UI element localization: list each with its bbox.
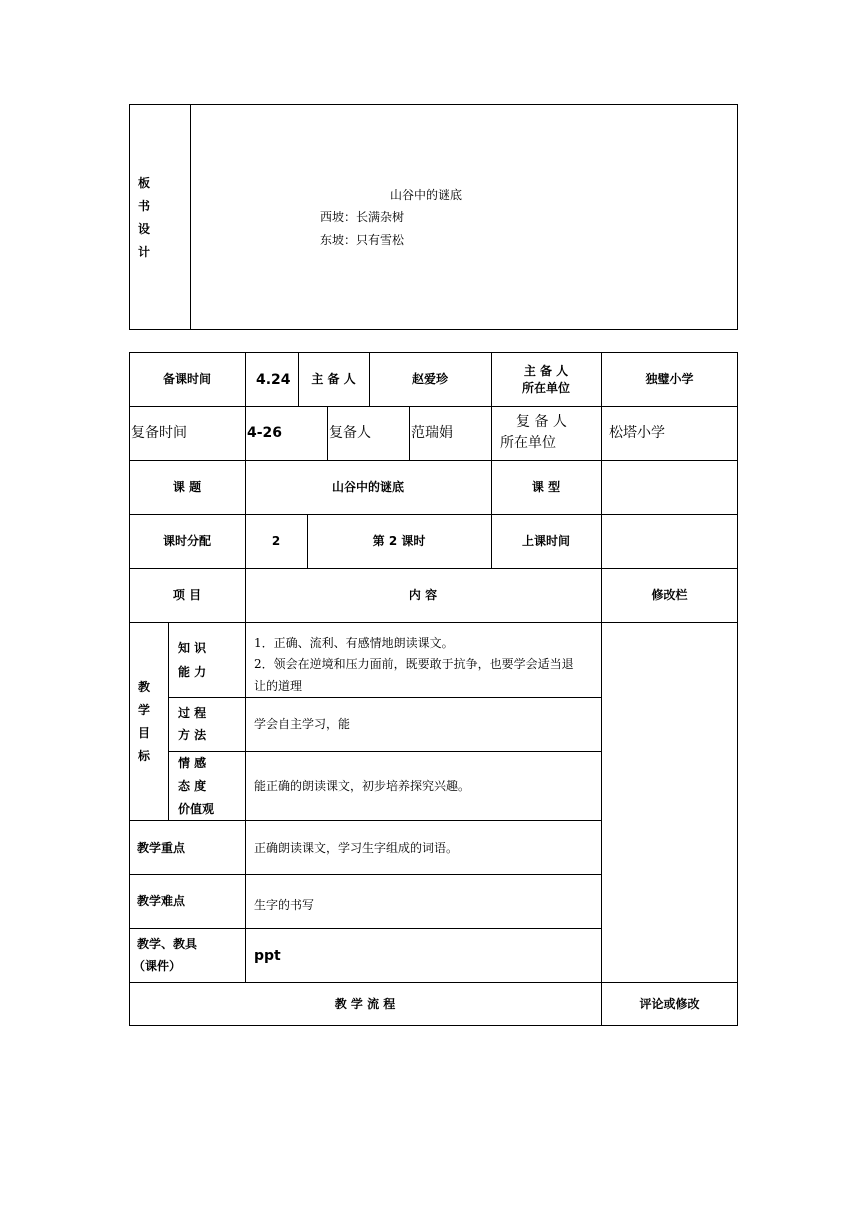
col-divider (601, 352, 602, 1026)
class-time-label: 上课时间 (521, 534, 570, 548)
goals-label: 教学目标 (137, 680, 150, 763)
row-divider (168, 697, 602, 698)
main-unit-value: 独璧小学 (645, 372, 694, 386)
key-label: 教学重点 (137, 841, 186, 855)
knowledge-label-1: 知 识 (178, 641, 207, 655)
board-title: 山谷中的谜底 (390, 188, 463, 202)
board-design-box (129, 104, 738, 330)
lesson-table (129, 352, 738, 1026)
tools-label-1: 教学、教具 (137, 937, 198, 951)
difficulty-label: 教学难点 (137, 894, 186, 908)
row-divider (129, 928, 602, 929)
row-divider (129, 406, 738, 407)
process-label-1: 过 程 (178, 706, 207, 720)
row-divider (129, 514, 738, 515)
content-label: 内 容 (408, 588, 438, 602)
tools-label-2: （课件） (133, 959, 182, 973)
flow-label: 教 学 流 程 (334, 997, 396, 1011)
col-divider (245, 622, 246, 982)
board-line-west: 西坡：长满杂树 (320, 210, 405, 224)
knowledge-line-3: 让的道理 (254, 679, 303, 693)
row-divider (129, 622, 738, 623)
row-divider (129, 820, 602, 821)
tools-value: ppt (254, 948, 281, 964)
comment-label: 评论或修改 (639, 997, 700, 1011)
main-preparer-value: 赵爱珍 (411, 372, 448, 386)
goals-inner-divider (168, 622, 169, 820)
difficulty-value: 生字的书写 (254, 898, 315, 912)
review-time-value: 4-26 (247, 425, 283, 441)
process-value: 学会自主学习，能 (254, 717, 351, 731)
main-unit-label-2: 所在单位 (521, 381, 570, 395)
review-unit-label-2: 所在单位 (500, 435, 556, 451)
row-divider (129, 568, 738, 569)
item-label: 项 目 (172, 588, 202, 602)
review-unit-value: 松塔小学 (609, 425, 665, 441)
main-unit-label-1: 主 备 人 (523, 364, 569, 378)
board-design-label: 板书设计 (137, 176, 150, 259)
row-divider (168, 751, 602, 752)
emotion-label-1: 情 感 (178, 756, 207, 770)
col-divider (327, 406, 328, 460)
row-divider (129, 874, 602, 875)
main-preparer-label: 主 备 人 (311, 372, 356, 386)
knowledge-line-1: 1．正确、流利、有感情地朗读课文。 (254, 636, 454, 650)
review-time-label: 复备时间 (131, 425, 187, 441)
key-value: 正确朗读课文，学习生字组成的词语。 (254, 841, 459, 855)
hours-value: 2 (271, 534, 281, 548)
emotion-label-2: 态 度 (178, 779, 207, 793)
emotion-label-3: 价值观 (178, 802, 215, 816)
hours-label: 课时分配 (162, 534, 211, 548)
board-line-east: 东坡：只有雪松 (320, 233, 405, 247)
type-label: 课 型 (531, 480, 561, 494)
col-divider (409, 406, 410, 460)
review-unit-label-1: 复 备 人 (516, 414, 567, 430)
topic-label: 课 题 (172, 480, 202, 494)
prep-time-label: 备课时间 (162, 372, 211, 386)
revision-label: 修改栏 (651, 588, 688, 602)
process-label-2: 方 法 (178, 728, 207, 742)
prep-time-value: 4.24 (256, 372, 291, 388)
knowledge-label-2: 能 力 (178, 665, 207, 679)
knowledge-line-2: 2．领会在逆境和压力面前，既要敢于抗争，也要学会适当退 (254, 657, 574, 671)
period-value: 第 2 课时 (372, 534, 426, 548)
board-design-divider (190, 104, 191, 330)
reviewer-label: 复备人 (329, 425, 371, 441)
topic-value: 山谷中的谜底 (331, 480, 404, 494)
reviewer-value: 范瑞娟 (411, 425, 453, 441)
row-divider (129, 460, 738, 461)
row-divider (129, 982, 738, 983)
emotion-value: 能正确的朗读课文，初步培养探究兴趣。 (254, 779, 471, 793)
